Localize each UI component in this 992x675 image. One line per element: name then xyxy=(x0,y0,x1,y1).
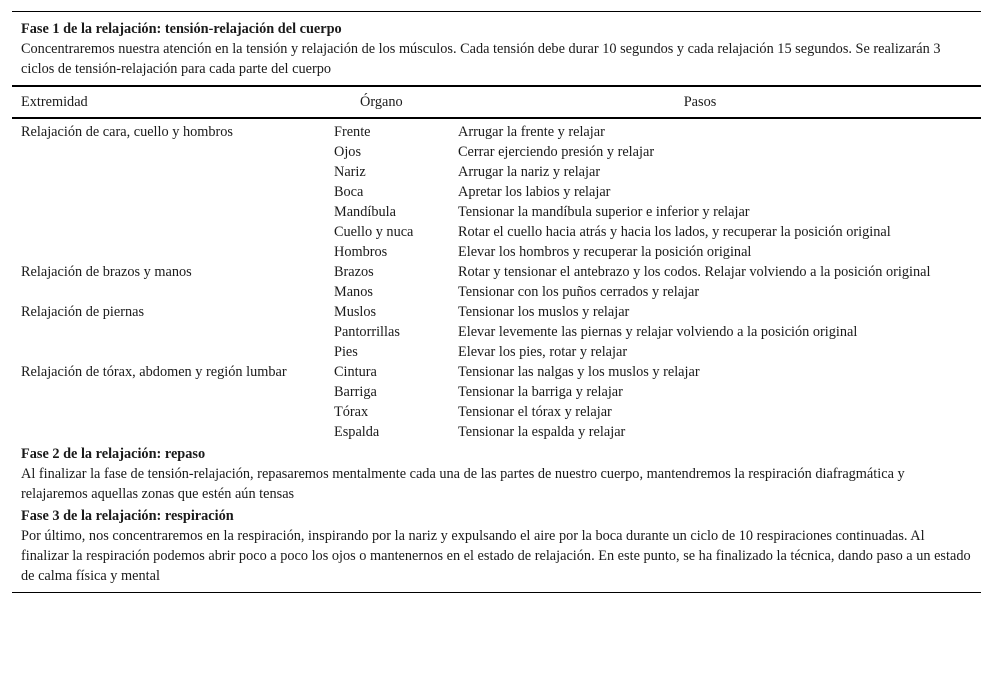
table-row xyxy=(21,262,972,282)
table-row xyxy=(21,222,972,242)
cell-extremidad: Relajación de piernas xyxy=(21,304,145,320)
cell-pasos: Elevar los hombros y recuperar la posición original xyxy=(458,244,752,260)
table-row xyxy=(21,162,972,182)
table-row xyxy=(21,182,972,202)
cell-organo: Pies xyxy=(334,344,358,360)
cell-pasos: Elevar los pies, rotar y relajar xyxy=(458,344,628,360)
cell-pasos: Tensionar la barriga y relajar xyxy=(458,384,623,400)
phase3-section xyxy=(12,504,981,593)
table-row xyxy=(21,302,972,322)
cell-pasos: Tensionar la espalda y relajar xyxy=(458,424,626,440)
cell-organo: Tórax xyxy=(334,404,369,420)
phase2-description: Al finalizar la fase de tensión-relajación, repasaremos mentalmente cada una de las partes de nuestro cuerpo, mantendremos la respiración diafragmática y relajaremos aquellas zonas que estén aún tensas xyxy=(21,466,905,502)
cell-extremidad xyxy=(21,342,334,362)
cell-extremidad xyxy=(21,282,334,302)
cell-extremidad xyxy=(21,402,334,422)
cell-organo: Muslos xyxy=(334,304,377,320)
table-header xyxy=(12,87,981,119)
header-pasos: Pasos xyxy=(683,94,717,110)
cell-extremidad: Relajación de cara, cuello y hombros xyxy=(21,124,233,140)
cell-organo: Brazos xyxy=(334,264,374,280)
cell-organo: Barriga xyxy=(334,384,377,400)
table-row xyxy=(21,382,972,402)
header-extremidad: Extremidad xyxy=(21,94,88,110)
cell-organo: Frente xyxy=(334,124,371,140)
cell-organo: Manos xyxy=(334,284,373,300)
table-row xyxy=(21,322,972,342)
phase2-title: Fase 2 de la relajación: repaso xyxy=(21,446,206,462)
phase1-title: Fase 1 de la relajación: tensión-relajación del cuerpo xyxy=(21,21,342,37)
cell-extremidad: Relajación de brazos y manos xyxy=(21,264,192,280)
header-organo: Órgano xyxy=(360,94,403,110)
cell-organo: Mandíbula xyxy=(334,204,396,220)
cell-pasos: Elevar levemente las piernas y relajar volviendo a la posición original xyxy=(458,324,858,340)
cell-pasos: Apretar los labios y relajar xyxy=(458,184,611,200)
relaxation-table xyxy=(12,11,981,593)
cell-extremidad: Relajación de tórax, abdomen y región lumbar xyxy=(21,364,287,380)
table-row xyxy=(21,122,972,142)
cell-organo: Pantorrillas xyxy=(334,324,400,340)
cell-pasos: Tensionar con los puños cerrados y relajar xyxy=(458,284,700,300)
cell-extremidad xyxy=(21,242,334,262)
table-row xyxy=(21,422,972,442)
cell-extremidad xyxy=(21,222,334,242)
phase1-description: Concentraremos nuestra atención en la tensión y relajación de los músculos. Cada tensión debe durar 10 segundos y cada relajación 15 segundos. Se realizarán 3 ciclos de tensión-relajación para cada parte del cuerpo xyxy=(21,41,941,77)
cell-organo: Cuello y nuca xyxy=(334,224,414,240)
cell-pasos: Rotar y tensionar el antebrazo y los codos. Relajar volviendo a la posición original xyxy=(458,264,931,280)
cell-extremidad xyxy=(21,422,334,442)
cell-pasos: Arrugar la frente y relajar xyxy=(458,124,605,140)
phase1-section xyxy=(12,12,981,87)
table-row xyxy=(21,282,972,302)
table-row xyxy=(21,362,972,382)
cell-organo: Boca xyxy=(334,184,364,200)
cell-organo: Cintura xyxy=(334,364,377,380)
phase3-description: Por último, nos concentraremos en la respiración, inspirando por la nariz y expulsando el aire por la boca durante un ciclo de 10 respiraciones continuadas. Al finalizar la respiración podemos abrir poco a poco los ojos o mantenernos en el estado de relajación. En este punto, se ha finalizado la técnica, dando paso a un estado de calma física y mental xyxy=(21,528,971,584)
cell-organo: Nariz xyxy=(334,164,366,180)
cell-organo: Espalda xyxy=(334,424,380,440)
cell-pasos: Tensionar los muslos y relajar xyxy=(458,304,630,320)
cell-pasos: Tensionar las nalgas y los muslos y relajar xyxy=(458,364,700,380)
table-row xyxy=(21,402,972,422)
cell-organo: Hombros xyxy=(334,244,388,260)
cell-pasos: Tensionar el tórax y relajar xyxy=(458,404,612,420)
cell-extremidad xyxy=(21,162,334,182)
cell-pasos: Rotar el cuello hacia atrás y hacia los lados, y recuperar la posición original xyxy=(458,224,891,240)
phase3-title: Fase 3 de la relajación: respiración xyxy=(21,508,234,524)
cell-extremidad xyxy=(21,182,334,202)
cell-extremidad xyxy=(21,322,334,342)
phase2-section xyxy=(12,442,981,504)
table-row xyxy=(21,202,972,222)
table-row xyxy=(21,142,972,162)
cell-organo: Ojos xyxy=(334,144,362,160)
cell-extremidad xyxy=(21,382,334,402)
table-row xyxy=(21,342,972,362)
cell-pasos: Cerrar ejerciendo presión y relajar xyxy=(458,144,655,160)
cell-pasos: Arrugar la nariz y relajar xyxy=(458,164,601,180)
cell-extremidad xyxy=(21,142,334,162)
table-body xyxy=(12,119,981,442)
cell-extremidad xyxy=(21,202,334,222)
cell-pasos: Tensionar la mandíbula superior e inferior y relajar xyxy=(458,204,750,220)
table-row xyxy=(21,242,972,262)
